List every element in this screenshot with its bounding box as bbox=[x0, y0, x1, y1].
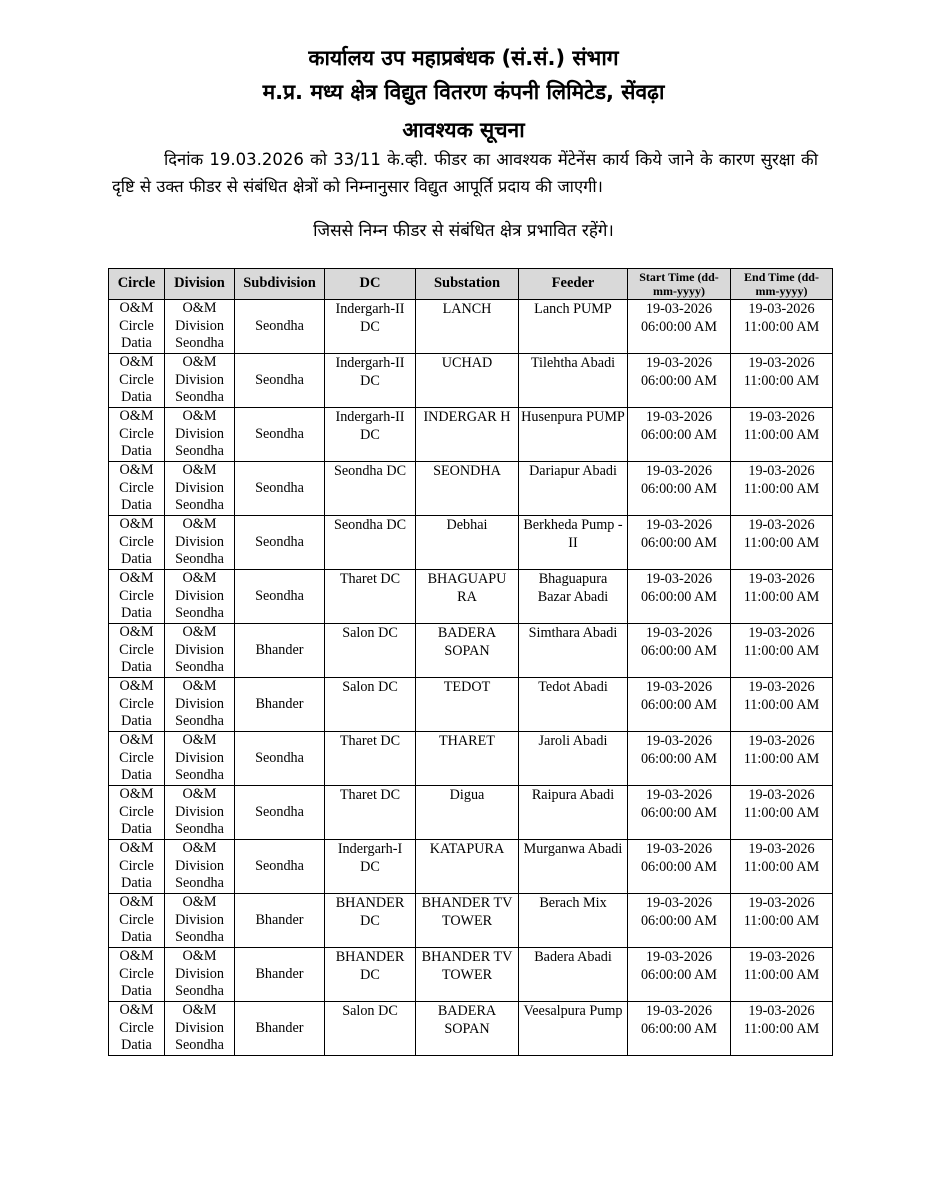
table-row bbox=[109, 894, 833, 948]
table-row bbox=[109, 624, 833, 678]
table-cell: Seondha bbox=[235, 786, 325, 840]
table-cell: Bhaguapura Bazar Abadi bbox=[519, 570, 628, 624]
table-cell: O&M Division Seondha bbox=[165, 408, 235, 462]
table-cell: Seondha bbox=[235, 840, 325, 894]
column-header: End Time (dd-mm-yyyy) bbox=[731, 269, 833, 300]
table-cell: 19-03-2026 11:00:00 AM bbox=[731, 840, 833, 894]
table-cell: Tharet DC bbox=[325, 570, 416, 624]
table-cell: 19-03-2026 11:00:00 AM bbox=[731, 1002, 833, 1056]
table-cell: BHANDER DC bbox=[325, 894, 416, 948]
column-header: Subdivision bbox=[235, 269, 325, 300]
table-cell: 19-03-2026 06:00:00 AM bbox=[628, 516, 731, 570]
table-row bbox=[109, 678, 833, 732]
table-cell: Salon DC bbox=[325, 624, 416, 678]
table-cell: O&M Division Seondha bbox=[165, 516, 235, 570]
table-cell: Berkheda Pump -II bbox=[519, 516, 628, 570]
table-cell: O&M Circle Datia bbox=[109, 516, 165, 570]
table-cell: Seondha bbox=[235, 516, 325, 570]
table-cell: O&M Division Seondha bbox=[165, 300, 235, 354]
table-cell: 19-03-2026 06:00:00 AM bbox=[628, 894, 731, 948]
column-header: Substation bbox=[416, 269, 519, 300]
table-cell: 19-03-2026 11:00:00 AM bbox=[731, 948, 833, 1002]
table-cell: Raipura Abadi bbox=[519, 786, 628, 840]
table-cell: 19-03-2026 06:00:00 AM bbox=[628, 408, 731, 462]
table-cell: Tharet DC bbox=[325, 786, 416, 840]
table-cell: O&M Circle Datia bbox=[109, 624, 165, 678]
table-cell: Berach Mix bbox=[519, 894, 628, 948]
table-cell: O&M Division Seondha bbox=[165, 894, 235, 948]
notice-heading: आवश्यक सूचना bbox=[402, 118, 525, 142]
table-cell: Tharet DC bbox=[325, 732, 416, 786]
table-cell: 19-03-2026 06:00:00 AM bbox=[628, 570, 731, 624]
table-cell: Salon DC bbox=[325, 678, 416, 732]
table-cell: Indergarh-II DC bbox=[325, 408, 416, 462]
table-cell: Simthara Abadi bbox=[519, 624, 628, 678]
table-cell: 19-03-2026 06:00:00 AM bbox=[628, 840, 731, 894]
table-cell: O&M Circle Datia bbox=[109, 354, 165, 408]
table-cell: INDERGAR H bbox=[416, 408, 519, 462]
table-cell: 19-03-2026 11:00:00 AM bbox=[731, 516, 833, 570]
table-cell: Salon DC bbox=[325, 1002, 416, 1056]
table-cell: 19-03-2026 11:00:00 AM bbox=[731, 624, 833, 678]
table-cell: BHANDER TV TOWER bbox=[416, 948, 519, 1002]
table-cell: O&M Division Seondha bbox=[165, 354, 235, 408]
table-cell: O&M Division Seondha bbox=[165, 732, 235, 786]
table-cell: 19-03-2026 06:00:00 AM bbox=[628, 462, 731, 516]
table-cell: 19-03-2026 06:00:00 AM bbox=[628, 624, 731, 678]
table-row bbox=[109, 786, 833, 840]
table-cell: 19-03-2026 11:00:00 AM bbox=[731, 786, 833, 840]
table-cell: Seondha bbox=[235, 732, 325, 786]
table-cell: Badera Abadi bbox=[519, 948, 628, 1002]
table-cell: Tedot Abadi bbox=[519, 678, 628, 732]
table-cell: 19-03-2026 06:00:00 AM bbox=[628, 354, 731, 408]
table-cell: Seondha bbox=[235, 354, 325, 408]
table-cell: O&M Circle Datia bbox=[109, 786, 165, 840]
table-row bbox=[109, 516, 833, 570]
table-cell: O&M Circle Datia bbox=[109, 570, 165, 624]
table-cell: O&M Circle Datia bbox=[109, 300, 165, 354]
table-cell: Bhander bbox=[235, 624, 325, 678]
table-cell: Lanch PUMP bbox=[519, 300, 628, 354]
column-header: Start Time (dd-mm-yyyy) bbox=[628, 269, 731, 300]
table-cell: Bhander bbox=[235, 678, 325, 732]
table-cell: 19-03-2026 11:00:00 AM bbox=[731, 462, 833, 516]
column-header: Division bbox=[165, 269, 235, 300]
table-cell: BHANDER DC bbox=[325, 948, 416, 1002]
column-header: DC bbox=[325, 269, 416, 300]
table-cell: THARET bbox=[416, 732, 519, 786]
table-cell: O&M Circle Datia bbox=[109, 840, 165, 894]
table-row bbox=[109, 570, 833, 624]
table-cell: Seondha bbox=[235, 462, 325, 516]
table-cell: 19-03-2026 11:00:00 AM bbox=[731, 300, 833, 354]
table-cell: 19-03-2026 11:00:00 AM bbox=[731, 678, 833, 732]
table-cell: BADERA SOPAN bbox=[416, 624, 519, 678]
table-cell: 19-03-2026 06:00:00 AM bbox=[628, 678, 731, 732]
table-cell: Bhander bbox=[235, 1002, 325, 1056]
table-cell: Veesalpura Pump bbox=[519, 1002, 628, 1056]
table-cell: 19-03-2026 06:00:00 AM bbox=[628, 948, 731, 1002]
table-cell: O&M Division Seondha bbox=[165, 1002, 235, 1056]
table-cell: Seondha bbox=[235, 408, 325, 462]
table-cell: 19-03-2026 11:00:00 AM bbox=[731, 408, 833, 462]
table-cell: O&M Circle Datia bbox=[109, 462, 165, 516]
table-cell: LANCH bbox=[416, 300, 519, 354]
table-cell: KATAPURA bbox=[416, 840, 519, 894]
table-cell: 19-03-2026 06:00:00 AM bbox=[628, 786, 731, 840]
table-cell: 19-03-2026 11:00:00 AM bbox=[731, 570, 833, 624]
table-cell: O&M Division Seondha bbox=[165, 624, 235, 678]
table-cell: Indergarh-II DC bbox=[325, 300, 416, 354]
table-row bbox=[109, 732, 833, 786]
notice-paragraph: दिनांक 19.03.2026 को 33/11 के.व्ही. फीडर का आवश्यक मेंटेनेंस कार्य किये जाने के कारण सुरक्षा की दृष्टि से उक्त फीडर से संबंधित क्षेत्रों को निम्नानुसार विद्युत आपूर्ति प्रदाय की जाएगी। bbox=[112, 150, 818, 196]
table-row bbox=[109, 354, 833, 408]
table-cell: Seondha bbox=[235, 570, 325, 624]
table-cell: 19-03-2026 11:00:00 AM bbox=[731, 354, 833, 408]
table-cell: Dariapur Abadi bbox=[519, 462, 628, 516]
table-cell: 19-03-2026 06:00:00 AM bbox=[628, 732, 731, 786]
table-cell: Indergarh-II DC bbox=[325, 354, 416, 408]
table-cell: Seondha bbox=[235, 300, 325, 354]
table-cell: Tilehtha Abadi bbox=[519, 354, 628, 408]
table-cell: TEDOT bbox=[416, 678, 519, 732]
table-cell: O&M Division Seondha bbox=[165, 786, 235, 840]
table-cell: O&M Circle Datia bbox=[109, 408, 165, 462]
table-cell: O&M Division Seondha bbox=[165, 840, 235, 894]
office-title: कार्यालय उप महाप्रबंधक (सं.सं.) संभाग bbox=[308, 46, 619, 70]
company-title: म.प्र. मध्य क्षेत्र विद्युत वितरण कंपनी लिमिटेड, सेंवढ़ा bbox=[262, 80, 665, 104]
table-cell: BADERA SOPAN bbox=[416, 1002, 519, 1056]
table-cell: 19-03-2026 11:00:00 AM bbox=[731, 894, 833, 948]
table-row bbox=[109, 462, 833, 516]
affected-note: जिससे निम्न फीडर से संबंधित क्षेत्र प्रभावित रहेंगे। bbox=[313, 221, 614, 241]
table-cell: O&M Division Seondha bbox=[165, 570, 235, 624]
table-cell: Digua bbox=[416, 786, 519, 840]
column-header: Circle bbox=[109, 269, 165, 300]
table-cell: O&M Circle Datia bbox=[109, 1002, 165, 1056]
table-cell: O&M Circle Datia bbox=[109, 678, 165, 732]
table-cell: UCHAD bbox=[416, 354, 519, 408]
table-row bbox=[109, 408, 833, 462]
table-cell: 19-03-2026 06:00:00 AM bbox=[628, 1002, 731, 1056]
table-cell: O&M Division Seondha bbox=[165, 462, 235, 516]
table-cell: O&M Circle Datia bbox=[109, 894, 165, 948]
column-header: Feeder bbox=[519, 269, 628, 300]
table-cell: O&M Division Seondha bbox=[165, 678, 235, 732]
table-cell: O&M Division Seondha bbox=[165, 948, 235, 1002]
table-row bbox=[109, 1002, 833, 1056]
table-cell: BHANDER TV TOWER bbox=[416, 894, 519, 948]
table-cell: Jaroli Abadi bbox=[519, 732, 628, 786]
table-cell: O&M Circle Datia bbox=[109, 732, 165, 786]
table-cell: Debhai bbox=[416, 516, 519, 570]
table-cell: Bhander bbox=[235, 948, 325, 1002]
table-cell: Seondha DC bbox=[325, 516, 416, 570]
table-cell: 19-03-2026 11:00:00 AM bbox=[731, 732, 833, 786]
table-header-row bbox=[109, 269, 833, 300]
table-cell: Seondha DC bbox=[325, 462, 416, 516]
table-cell: Husenpura PUMP bbox=[519, 408, 628, 462]
table-cell: 19-03-2026 06:00:00 AM bbox=[628, 300, 731, 354]
table-cell: BHAGUAPU RA bbox=[416, 570, 519, 624]
table-cell: SEONDHA bbox=[416, 462, 519, 516]
table-cell: Indergarh-I DC bbox=[325, 840, 416, 894]
table-row bbox=[109, 840, 833, 894]
table-row bbox=[109, 948, 833, 1002]
table-cell: Bhander bbox=[235, 894, 325, 948]
table-cell: O&M Circle Datia bbox=[109, 948, 165, 1002]
table-cell: Murganwa Abadi bbox=[519, 840, 628, 894]
table-row bbox=[109, 300, 833, 354]
outage-table bbox=[108, 268, 833, 1056]
